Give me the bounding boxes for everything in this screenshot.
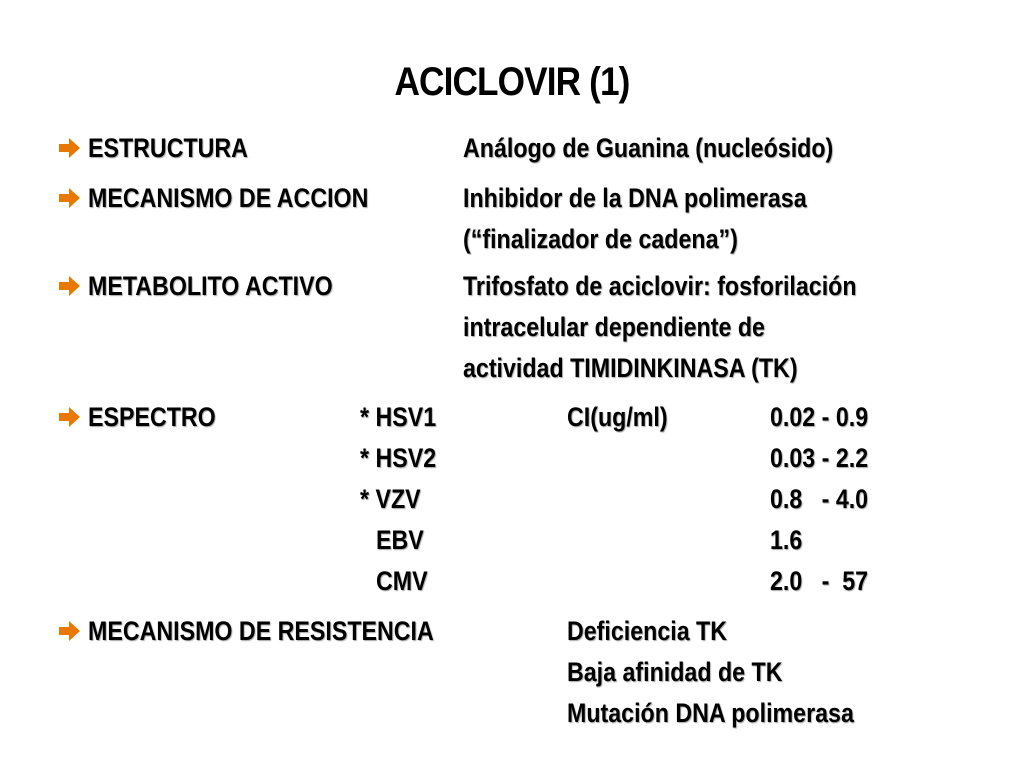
bullet-row-mecanismo bbox=[0, 178, 1024, 218]
spectrum-virus: EBV bbox=[376, 525, 424, 555]
value-estructura: Análogo de Guanina (nucleósido) bbox=[463, 133, 834, 163]
bullet-row-metabolito bbox=[0, 266, 1024, 306]
label-espectro: ESPECTRO bbox=[88, 402, 216, 432]
arrow-right-icon bbox=[57, 137, 81, 159]
spectrum-range: 0.02 - 0.9 bbox=[770, 402, 869, 432]
value-resistencia-line: Deficiencia TK bbox=[567, 616, 728, 646]
spectrum-row bbox=[0, 479, 1024, 519]
value-resistencia-line: Baja afinidad de TK bbox=[567, 657, 783, 687]
spectrum-range: 0.03 - 2.2 bbox=[770, 443, 869, 473]
arrow-right-icon bbox=[57, 187, 81, 209]
arrow-right-icon bbox=[57, 620, 81, 642]
value-resistencia-line: Mutación DNA polimerasa bbox=[567, 698, 854, 728]
bullet-row-estructura bbox=[0, 128, 1024, 168]
label-mecanismo: MECANISMO DE ACCION bbox=[88, 183, 369, 213]
spectrum-virus: * HSV1 bbox=[360, 402, 437, 432]
spectrum-range: 1.6 bbox=[770, 525, 803, 555]
value-mecanismo-line: (“finalizador de cadena”) bbox=[463, 224, 738, 254]
spectrum-range: 0.8 - 4.0 bbox=[770, 484, 869, 514]
spectrum-virus: * VZV bbox=[360, 484, 421, 514]
label-estructura: ESTRUCTURA bbox=[88, 133, 248, 163]
value-metabolito-line: actividad TIMIDINKINASA (TK) bbox=[463, 353, 798, 383]
page-title: ACICLOVIR (1) bbox=[394, 60, 630, 104]
arrow-right-icon bbox=[57, 275, 81, 297]
spectrum-row bbox=[0, 438, 1024, 478]
label-resistencia: MECANISMO DE RESISTENCIA bbox=[88, 616, 434, 646]
bullet-row-resistencia bbox=[0, 611, 1024, 651]
value-metabolito-line: Trifosfato de aciclovir: fosforilación bbox=[463, 271, 857, 301]
spectrum-virus: CMV bbox=[376, 566, 428, 596]
spectrum-range: 2.0 - 57 bbox=[770, 566, 869, 596]
spectrum-virus: * HSV2 bbox=[360, 443, 437, 473]
spectrum-row bbox=[0, 520, 1024, 560]
spectrum-row bbox=[0, 561, 1024, 601]
ci-label: CI(ug/ml) bbox=[567, 402, 668, 432]
value-metabolito-line: intracelular dependiente de bbox=[463, 312, 765, 342]
arrow-right-icon bbox=[57, 406, 81, 428]
value-mecanismo-line: Inhibidor de la DNA polimerasa bbox=[463, 183, 807, 213]
label-metabolito: METABOLITO ACTIVO bbox=[88, 271, 333, 301]
bullet-row-espectro bbox=[0, 397, 1024, 437]
